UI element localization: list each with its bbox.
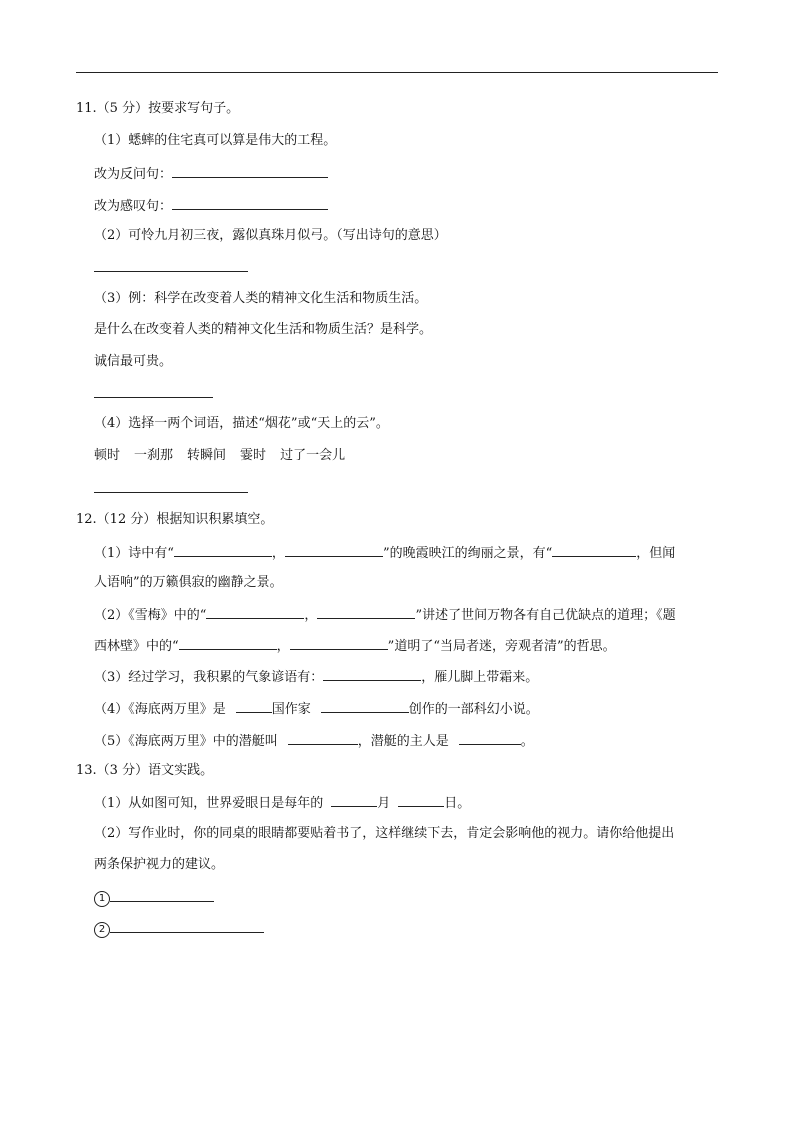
q11-part3-task: 诚信最可贵。 xyxy=(94,354,173,369)
q11-part4: （4）选择一两个词语，描述“烟花”或“天上的云”。 xyxy=(94,416,389,431)
answer-blank[interactable] xyxy=(110,887,214,902)
answer-blank[interactable] xyxy=(459,730,521,745)
q11-header: 11.（5 分）按要求写句子。 xyxy=(76,101,240,116)
q13-part2-line2: 两条保护视力的建议。 xyxy=(94,857,225,872)
answer-blank[interactable] xyxy=(172,195,328,210)
text: （4）《海底两万里》是 xyxy=(94,702,226,717)
text: ， xyxy=(304,608,318,623)
q11-rhetorical-label: 改为反问句： xyxy=(94,167,173,182)
answer-blank[interactable] xyxy=(94,271,248,272)
text: （3）经过学习，我积累的气象谚语有： xyxy=(94,670,324,685)
word-option: 霎时 xyxy=(240,448,267,463)
text: ”讲述了世间万物各有自己优缺点的道理；《题 xyxy=(415,608,676,623)
header-rule xyxy=(76,72,718,73)
answer-blank[interactable] xyxy=(94,397,213,398)
text: 。 xyxy=(520,734,534,749)
text: ”道明了“当局者迷，旁观者清”的哲思。 xyxy=(387,639,616,654)
text: ”的晚霞映江的绚丽之景，有“ xyxy=(382,546,553,561)
answer-blank[interactable] xyxy=(288,730,358,745)
text: （1）从如图可知，世界爱眼日是每年的 xyxy=(94,796,324,811)
text: 国作家 xyxy=(271,702,311,717)
answer-blank[interactable] xyxy=(179,635,277,650)
answer-blank[interactable] xyxy=(317,604,415,619)
answer-blank[interactable] xyxy=(321,698,409,713)
word-option: 过了一会儿 xyxy=(280,448,346,463)
q13-suggestion-2 xyxy=(94,918,264,940)
text: ，但闻 xyxy=(636,546,676,561)
answer-blank[interactable] xyxy=(290,635,388,650)
word-option: 一刹那 xyxy=(134,448,174,463)
q12-part2-line1 xyxy=(94,604,676,626)
answer-blank[interactable] xyxy=(236,698,272,713)
q13-part1 xyxy=(94,792,470,814)
q11-word-list xyxy=(94,446,345,466)
answer-blank[interactable] xyxy=(552,542,636,557)
text: ， xyxy=(276,639,290,654)
q11-part3-rewrite: 是什么在改变着人类的精神文化生活和物质生活？是科学。 xyxy=(94,322,433,337)
answer-blank[interactable] xyxy=(174,542,272,557)
text: ，雁儿脚上带霜来。 xyxy=(421,670,539,685)
q13-header: 13.（3 分）语文实践。 xyxy=(76,763,214,778)
answer-blank[interactable] xyxy=(206,604,304,619)
text: （5）《海底两万里》中的潜艇叫 xyxy=(94,734,278,749)
q13-suggestion-1 xyxy=(94,887,214,909)
circled-number-2: 2 xyxy=(94,922,110,938)
q12-part1-line2: 人语响”的万籁俱寂的幽静之景。 xyxy=(94,575,283,590)
q11-exclaim-line xyxy=(94,195,328,217)
q12-part1-line1 xyxy=(94,542,675,564)
word-option: 顿时 xyxy=(94,448,121,463)
circled-number-1: 1 xyxy=(94,891,110,907)
text: 西林壁》中的“ xyxy=(94,639,179,654)
q13-part2-line1: （2）写作业时，你的同桌的眼睛都要贴着书了，这样继续下去，肯定会影响他的视力。请你给他提出 xyxy=(94,826,675,841)
q11-exclaim-label: 改为感叹句： xyxy=(94,199,173,214)
text: ， xyxy=(271,546,285,561)
answer-blank[interactable] xyxy=(94,492,248,493)
q12-part4 xyxy=(94,698,539,720)
text: ，潜艇的主人是 xyxy=(357,734,449,749)
answer-blank[interactable] xyxy=(323,666,421,681)
q11-rhetorical-line xyxy=(94,163,328,185)
answer-blank[interactable] xyxy=(331,792,377,807)
text: 日。 xyxy=(444,796,471,811)
q12-part2-line2 xyxy=(94,635,616,657)
answer-blank[interactable] xyxy=(398,792,444,807)
q12-part5 xyxy=(94,730,534,752)
answer-blank[interactable] xyxy=(172,163,328,178)
q12-part3 xyxy=(94,666,538,688)
word-option: 转瞬间 xyxy=(187,448,227,463)
text: 创作的一部科幻小说。 xyxy=(408,702,539,717)
q11-part1: （1）蟋蟀的住宅真可以算是伟大的工程。 xyxy=(94,133,337,148)
answer-blank[interactable] xyxy=(110,918,264,933)
text: （2）《雪梅》中的“ xyxy=(94,608,207,623)
q11-part2: （2）可怜九月初三夜，露似真珠月似弓。（写出诗句的意思） xyxy=(94,228,447,243)
q12-header: 12.（12 分）根据知识积累填空。 xyxy=(76,512,274,527)
q11-part3-example: （3）例：科学在改变着人类的精神文化生活和物质生活。 xyxy=(94,291,428,306)
answer-blank[interactable] xyxy=(285,542,383,557)
text: 月 xyxy=(377,796,391,811)
text: （1）诗中有“ xyxy=(94,546,174,561)
